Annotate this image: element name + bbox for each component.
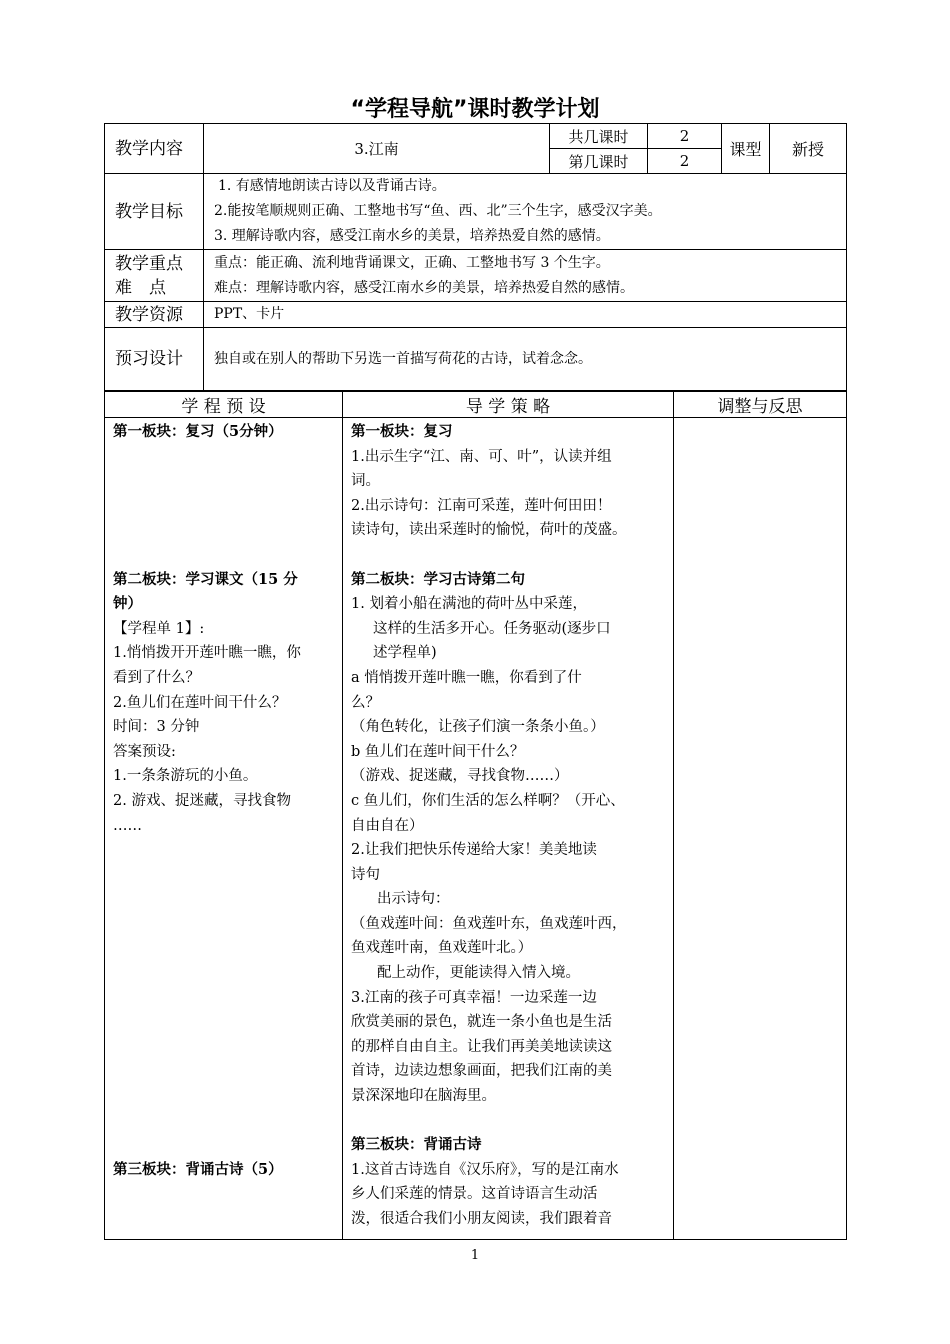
text-line: 3.江南的孩子可真幸福！一边采莲一边	[351, 989, 597, 1006]
type-value: 新授	[770, 124, 847, 174]
text-line: 自由自在）	[351, 817, 424, 834]
text-line: （角色转化，让孩子们演一条条小鱼。）	[351, 719, 605, 736]
key-point-line: 难点：理解诗歌内容，感受江南水乡的美景，培养热爱自然的感情。	[214, 279, 634, 296]
text-line: （游戏、捉迷藏，寻找食物……）	[351, 768, 569, 785]
total-value: 2	[648, 124, 722, 149]
key-points-label-1: 教学重点	[115, 253, 183, 274]
text-line: 么？	[351, 694, 380, 711]
text-line: 鱼戏莲叶南，鱼戏莲叶北。）	[351, 940, 533, 957]
text-line: 这样的生活多开心。任务驱动(逐步口	[373, 620, 611, 637]
text-line: 2.鱼儿们在莲叶间干什么？	[113, 694, 287, 711]
text-line: 2.出示诗句：江南可采莲，莲叶何田田！	[351, 497, 612, 514]
block3-title: 第三板块：背诵古诗	[351, 1136, 482, 1154]
which-value: 2	[648, 149, 722, 174]
page-number: 1	[470, 1248, 480, 1263]
text-line: 1. 划着小船在满池的荷叶丛中采莲，	[351, 596, 587, 613]
goal-line: 2.能按笔顺规则正确、工整地书写“鱼、西、北”三个生字，感受汉字美。	[214, 203, 662, 219]
total-label: 共几课时	[550, 124, 648, 149]
which-label: 第几课时	[550, 149, 648, 174]
text-line: a 悄悄拨开莲叶瞧一瞧，你看到了什	[351, 669, 582, 686]
text-line: 泼，很适合我们小朋友阅读，我们跟着音	[351, 1211, 612, 1227]
column-header-left: 学 程 预 设	[105, 392, 343, 418]
right-column	[674, 418, 847, 1240]
text-line: 出示诗句：	[377, 891, 450, 908]
preview-label: 预习设计	[105, 328, 204, 391]
text-line: 配上动作，更能读得入情入境。	[377, 965, 580, 982]
content-value: 3.江南	[204, 124, 550, 174]
text-line: 1.这首古诗选自《汉乐府》，写的是江南水	[351, 1161, 619, 1178]
text-line: 【学程单 1】:	[113, 620, 205, 637]
resources-value: PPT、卡片	[204, 302, 847, 328]
block1-title: 第一板块：复习	[351, 423, 453, 440]
type-label: 课型	[722, 124, 770, 174]
text-line: 1.出示生字“江、南、可、叶”，认读并组	[351, 448, 612, 465]
text-line: b 鱼儿们在莲叶间干什么？	[351, 743, 525, 760]
goal-line: 1. 有感情地朗读古诗以及背诵古诗。	[218, 178, 446, 194]
text-line: 述学程单)	[373, 645, 437, 662]
block2-title-cont: 钟）	[113, 595, 142, 613]
block2-title: 第二板块：学习课文（15 分	[113, 570, 298, 588]
column-header-middle: 导 学 策 略	[343, 392, 674, 418]
text-line: 的那样自由自主。让我们再美美地读读这	[351, 1038, 612, 1055]
text-line: 词。	[351, 473, 380, 490]
text-line: ……	[113, 817, 142, 834]
text-line: 1.悄悄拨开开莲叶瞧一瞧，你	[113, 645, 301, 662]
resources-label: 教学资源	[105, 302, 204, 328]
left-column	[105, 418, 343, 1240]
text-line: 欣赏美丽的景色，就连一条小鱼也是生活	[351, 1014, 612, 1031]
text-line: c 鱼儿们，你们生活的怎么样啊？（开心、	[351, 792, 625, 809]
text-line: 2.让我们把快乐传递给大家！美美地读	[351, 842, 597, 859]
block2-title: 第二板块：学习古诗第二句	[351, 570, 525, 588]
info-table	[104, 123, 847, 391]
goals-content	[204, 174, 847, 250]
key-points-label	[105, 250, 204, 302]
goals-label: 教学目标	[105, 174, 204, 250]
preview-value: 独自或在别人的帮助下另选一首描写荷花的古诗，试着念念。	[204, 328, 847, 391]
text-line: 答案预设:	[113, 743, 176, 760]
text-line: 乡人们采莲的情景。这首诗语言生动活	[351, 1186, 598, 1203]
text-line: 诗句	[351, 866, 380, 883]
key-point-line: 重点：能正确、流利地背诵课文，正确、工整地书写 3 个生字。	[214, 254, 610, 271]
document-title: “学程导航”课时教学计划	[350, 97, 600, 122]
plan-table	[104, 391, 847, 1240]
block3-title: 第三板块：背诵古诗（5）	[113, 1160, 283, 1178]
block1-title: 第一板块：复习（5分钟）	[113, 423, 283, 440]
middle-column	[343, 418, 674, 1240]
text-line: 2. 游戏、捉迷藏，寻找食物	[113, 792, 291, 809]
text-line: 时间：3 分钟	[113, 719, 200, 736]
text-line: 首诗，边读边想象画面，把我们江南的美	[351, 1063, 612, 1080]
text-line: 1.一条条游玩的小鱼。	[113, 768, 258, 785]
text-line: 景深深地印在脑海里。	[351, 1088, 496, 1105]
text-line: 看到了什么？	[113, 669, 200, 686]
text-line: （鱼戏莲叶间：鱼戏莲叶东，鱼戏莲叶西，	[351, 915, 627, 932]
text-line: 读诗句，读出采莲时的愉悦，荷叶的茂盛。	[351, 522, 627, 539]
key-points-content	[204, 250, 847, 302]
key-points-label-2: 难 点	[115, 277, 166, 298]
goal-line: 3. 理解诗歌内容，感受江南水乡的美景，培养热爱自然的感情。	[214, 228, 610, 244]
content-label: 教学内容	[105, 124, 204, 174]
column-header-right: 调整与反思	[674, 392, 847, 418]
